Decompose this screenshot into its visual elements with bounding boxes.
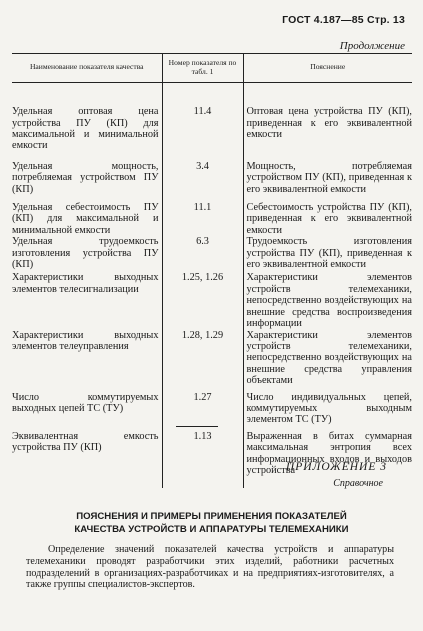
indicator-explanation: Характеристики элементов устройств телемеханики, непосредственно воздействующих на внешние средства воспроизведения информации [243, 270, 412, 329]
appendix-paragraph: Определение значений показателей качества устройств и аппаратуры телемеханики проводят разработчики этих изделий, работники расчетных подразделений в организациях-разработчиках и на предприятиях-изготовителях, а также группы специалистов-экспертов. [26, 544, 394, 591]
indicator-name: Характеристики выходных элементов телесигнализации [12, 272, 159, 295]
indicator-number: 1.27 [162, 387, 243, 426]
indicator-name: Характеристики выходных элементов телеуправления [12, 329, 159, 352]
indicator-explanation: Число индивидуальных цепей, коммутируемых выходным элементом ТС (ТУ) [243, 387, 412, 426]
indicator-explanation: Характеристики элементов устройств телемеханики, непосредственно воздействующих на внешние средства управления объектами [243, 330, 412, 387]
indicator-explanation: Выраженная в битах суммарная максимальная энтропия всех информационных входов и выходов устройства [243, 426, 412, 489]
appendix-title-line-2: КАЧЕСТВА УСТРОЙСТВ И АППАРАТУРЫ ТЕЛЕМЕХАНИКИ [74, 524, 349, 535]
table-row [12, 270, 412, 329]
table-row [12, 330, 412, 387]
appendix-type: Справочное [333, 478, 383, 489]
indicator-number: 3.4 [162, 152, 243, 195]
table-row [12, 387, 412, 426]
header-indicator-number: Номер показателя по табл. 1 [162, 54, 243, 83]
header-explanation: Пояснение [243, 54, 412, 83]
indicator-explanation: Трудоемкость изготовления устройства ПУ (КП), приведенная к его эквивалентной емкости [243, 236, 412, 270]
quality-indicators-table [12, 53, 412, 488]
table-row [12, 236, 412, 270]
appendix-title [20, 510, 403, 536]
indicator-name: Удельная трудоемкость изготовления устройства ПУ (КП) [12, 236, 159, 271]
indicator-explanation: Мощность, потребляемая устройством ПУ (КП), приведенная к его эквивалентной емкости [243, 152, 412, 195]
indicator-explanation: Оптовая цена устройства ПУ (КП), приведенная к его эквивалентной емкости [243, 83, 412, 152]
table-row [12, 195, 412, 236]
indicator-name: Удельная оптовая цена устройства ПУ (КП) для максимальной и минимальной емкости [12, 106, 159, 152]
indicator-name: Эквивалентная емкость устройства ПУ (КП) [12, 430, 159, 454]
indicator-number: 1.28, 1.29 [162, 330, 243, 387]
indicator-name: Удельная мощность, потребляемая устройством ПУ (КП) [12, 160, 159, 195]
indicator-explanation: Себестоимость устройства ПУ (КП), приведенная к его эквивалентной емкости [243, 195, 412, 236]
section-divider [176, 426, 218, 427]
page-header: ГОСТ 4.187—85 Стр. 13 [282, 14, 405, 26]
indicator-name: Число коммутируемых выходных цепей ТС (ТУ) [12, 391, 159, 414]
appendix-label: ПРИЛОЖЕНИЕ 3 [285, 461, 387, 473]
indicator-number: 1.25, 1.26 [162, 270, 243, 329]
continuation-label: Продолжение [339, 40, 405, 52]
table-row [12, 83, 412, 152]
header-indicator-name: Наименование показателя качества [12, 54, 162, 83]
table-row [12, 152, 412, 195]
indicator-number: 11.4 [162, 83, 243, 152]
indicator-name: Удельная себестоимость ПУ (КП) для максимальной и минимальной емкости [12, 202, 159, 236]
appendix-title-line-1: ПОЯСНЕНИЯ И ПРИМЕРЫ ПРИМЕНЕНИЯ ПОКАЗАТЕЛЕЙ [76, 511, 347, 522]
indicator-number: 1.13 [162, 426, 243, 489]
indicator-number: 11.1 [162, 195, 243, 236]
indicator-number: 6.3 [162, 236, 243, 270]
